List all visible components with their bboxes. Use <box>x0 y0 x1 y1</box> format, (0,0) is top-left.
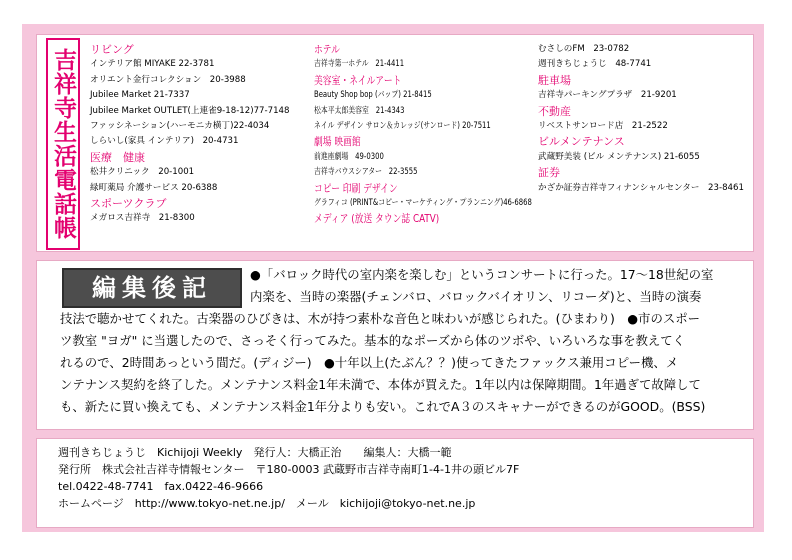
directory-entry: リベストサンロード店 21-2522 <box>538 120 668 131</box>
directory-entry: 緑町薬局 介護サービス 20-6388 <box>90 182 218 193</box>
category-heading: ビルメンテナンス <box>538 135 625 149</box>
directory-entry: 吉祥寺第一ホテル 21-4411 <box>314 59 405 70</box>
editorial-line: れるので、2時間あっという間だ。(ディジー) ●十年以上(たぶん？？)使ってきたファックス兼用コピー機、メ <box>60 355 679 370</box>
editorial-line: ●「バロック時代の室内楽を楽しむ」というコンサートに行った。17〜18世紀の室 <box>250 267 714 282</box>
directory-entry: 松本平太郎美容室 21-4343 <box>314 105 405 116</box>
category-heading: コピー 印刷 デザイン <box>314 181 398 195</box>
editorial-line: ツ教室 "ヨガ" に当選したので、さっそく行ってみた。基本的なポーズから体のツボや、いろいろな事を教えてく <box>60 333 686 348</box>
category-heading: 劇場 映画館 <box>314 135 361 149</box>
directory-entry: メガロス吉祥寺 21-8300 <box>90 213 195 224</box>
publisher-web-links[interactable]: ホームページ http://www.tokyo-net.ne.jp/ メール kichijoji@tokyo-net.ne.jp <box>58 497 476 510</box>
directory-column-3 <box>538 42 744 196</box>
directory-entry: グラフィコ (PRINT&コピー・マーケティング・プランニング)46-6868 <box>314 197 532 208</box>
publisher-address: 発行所 株式会社吉祥寺情報センター 〒180-0003 武蔵野市吉祥寺南町1-4-1井の頭ビル7F <box>58 463 520 476</box>
directory-entry: 吉祥寺パーキングプラザ 21-9201 <box>538 90 677 101</box>
publisher-line: 週刊きちじょうじ Kichijoji Weekly 発行人：大橋正治 編集人：大橋一範 <box>58 446 452 459</box>
category-heading: メディア (放送 タウン誌 CATV) <box>314 212 440 226</box>
publisher-info <box>58 444 519 512</box>
directory-entry: 武蔵野美装 (ビル メンテナンス) 21-6055 <box>538 151 700 162</box>
editorial-line: 技法で聴かせてくれた。古楽器のひびきは、木が持つ素朴な音色と味わいが感じられた。(ひまわり) ●市のスポー <box>60 311 701 326</box>
directory-entry: 週刊きちじょうじ 48-7741 <box>538 59 652 70</box>
category-heading: 不動産 <box>538 104 571 118</box>
directory-entry: かざか証券吉祥寺フィナンシャルセンター 23-8461 <box>538 182 744 193</box>
category-heading: 医療 健康 <box>90 150 145 164</box>
directory-column-1 <box>90 42 290 227</box>
category-heading: 証券 <box>538 166 560 180</box>
directory-entry: Jubilee Market 21-7337 <box>90 90 190 101</box>
editorial-line: ンテナンス契約を終了した。メンテナンス料金1年未満で、本体が買えた。1年以内は保障期間。1年過ぎて故障して <box>60 377 701 392</box>
category-heading: 駐車場 <box>538 73 571 87</box>
directory-entry: しらいし(家具 インテリア) 20-4731 <box>90 136 239 147</box>
directory-entry: インテリア館 MIYAKE 22-3781 <box>90 59 215 70</box>
editorial-line: 内楽を、当時の楽器(チェンバロ、バロックバイオリン、リコーダ)と、当時の演奏 <box>250 289 702 304</box>
directory-entry: Beauty Shop bop (バップ) 21-8415 <box>314 90 432 101</box>
directory-entry: ファッシネーション(ハーモニカ横丁)22-4034 <box>90 120 270 131</box>
directory-entry: むさしのFM 23-0782 <box>538 44 630 54</box>
category-heading: リビング <box>90 43 134 56</box>
editorial-heading-badge: 編集後記 <box>62 268 242 308</box>
directory-entry: 吉祥寺バウスシアター 22-3555 <box>314 167 418 178</box>
directory-entry: 松井クリニック 20-1001 <box>90 167 195 178</box>
directory-entry: ネイル デザイン サロン＆カレッジ(サンロード) 20-7511 <box>314 120 491 131</box>
directory-entry: Jubilee Market OUTLET(上連雀9-18-12)77-7148 <box>90 105 290 116</box>
directory-entry: 前進座劇場 49-0300 <box>314 151 384 162</box>
category-heading: ホテル <box>314 43 340 56</box>
category-heading: 美容室・ネイルアート <box>314 73 402 87</box>
directory-title: 吉祥寺生活電話帳 <box>46 38 80 250</box>
category-heading: スポーツクラブ <box>90 196 167 210</box>
editorial-line: も、新たに買い換えても、メンテナンス料金1年分よりも安い。これでA３のスキャナーができるのがGOOD。(BSS) <box>60 399 706 414</box>
publisher-phone: tel.0422-48-7741 fax.0422-46-9666 <box>58 480 264 493</box>
directory-entry: オリエント金行コレクション 20-3988 <box>90 74 246 85</box>
